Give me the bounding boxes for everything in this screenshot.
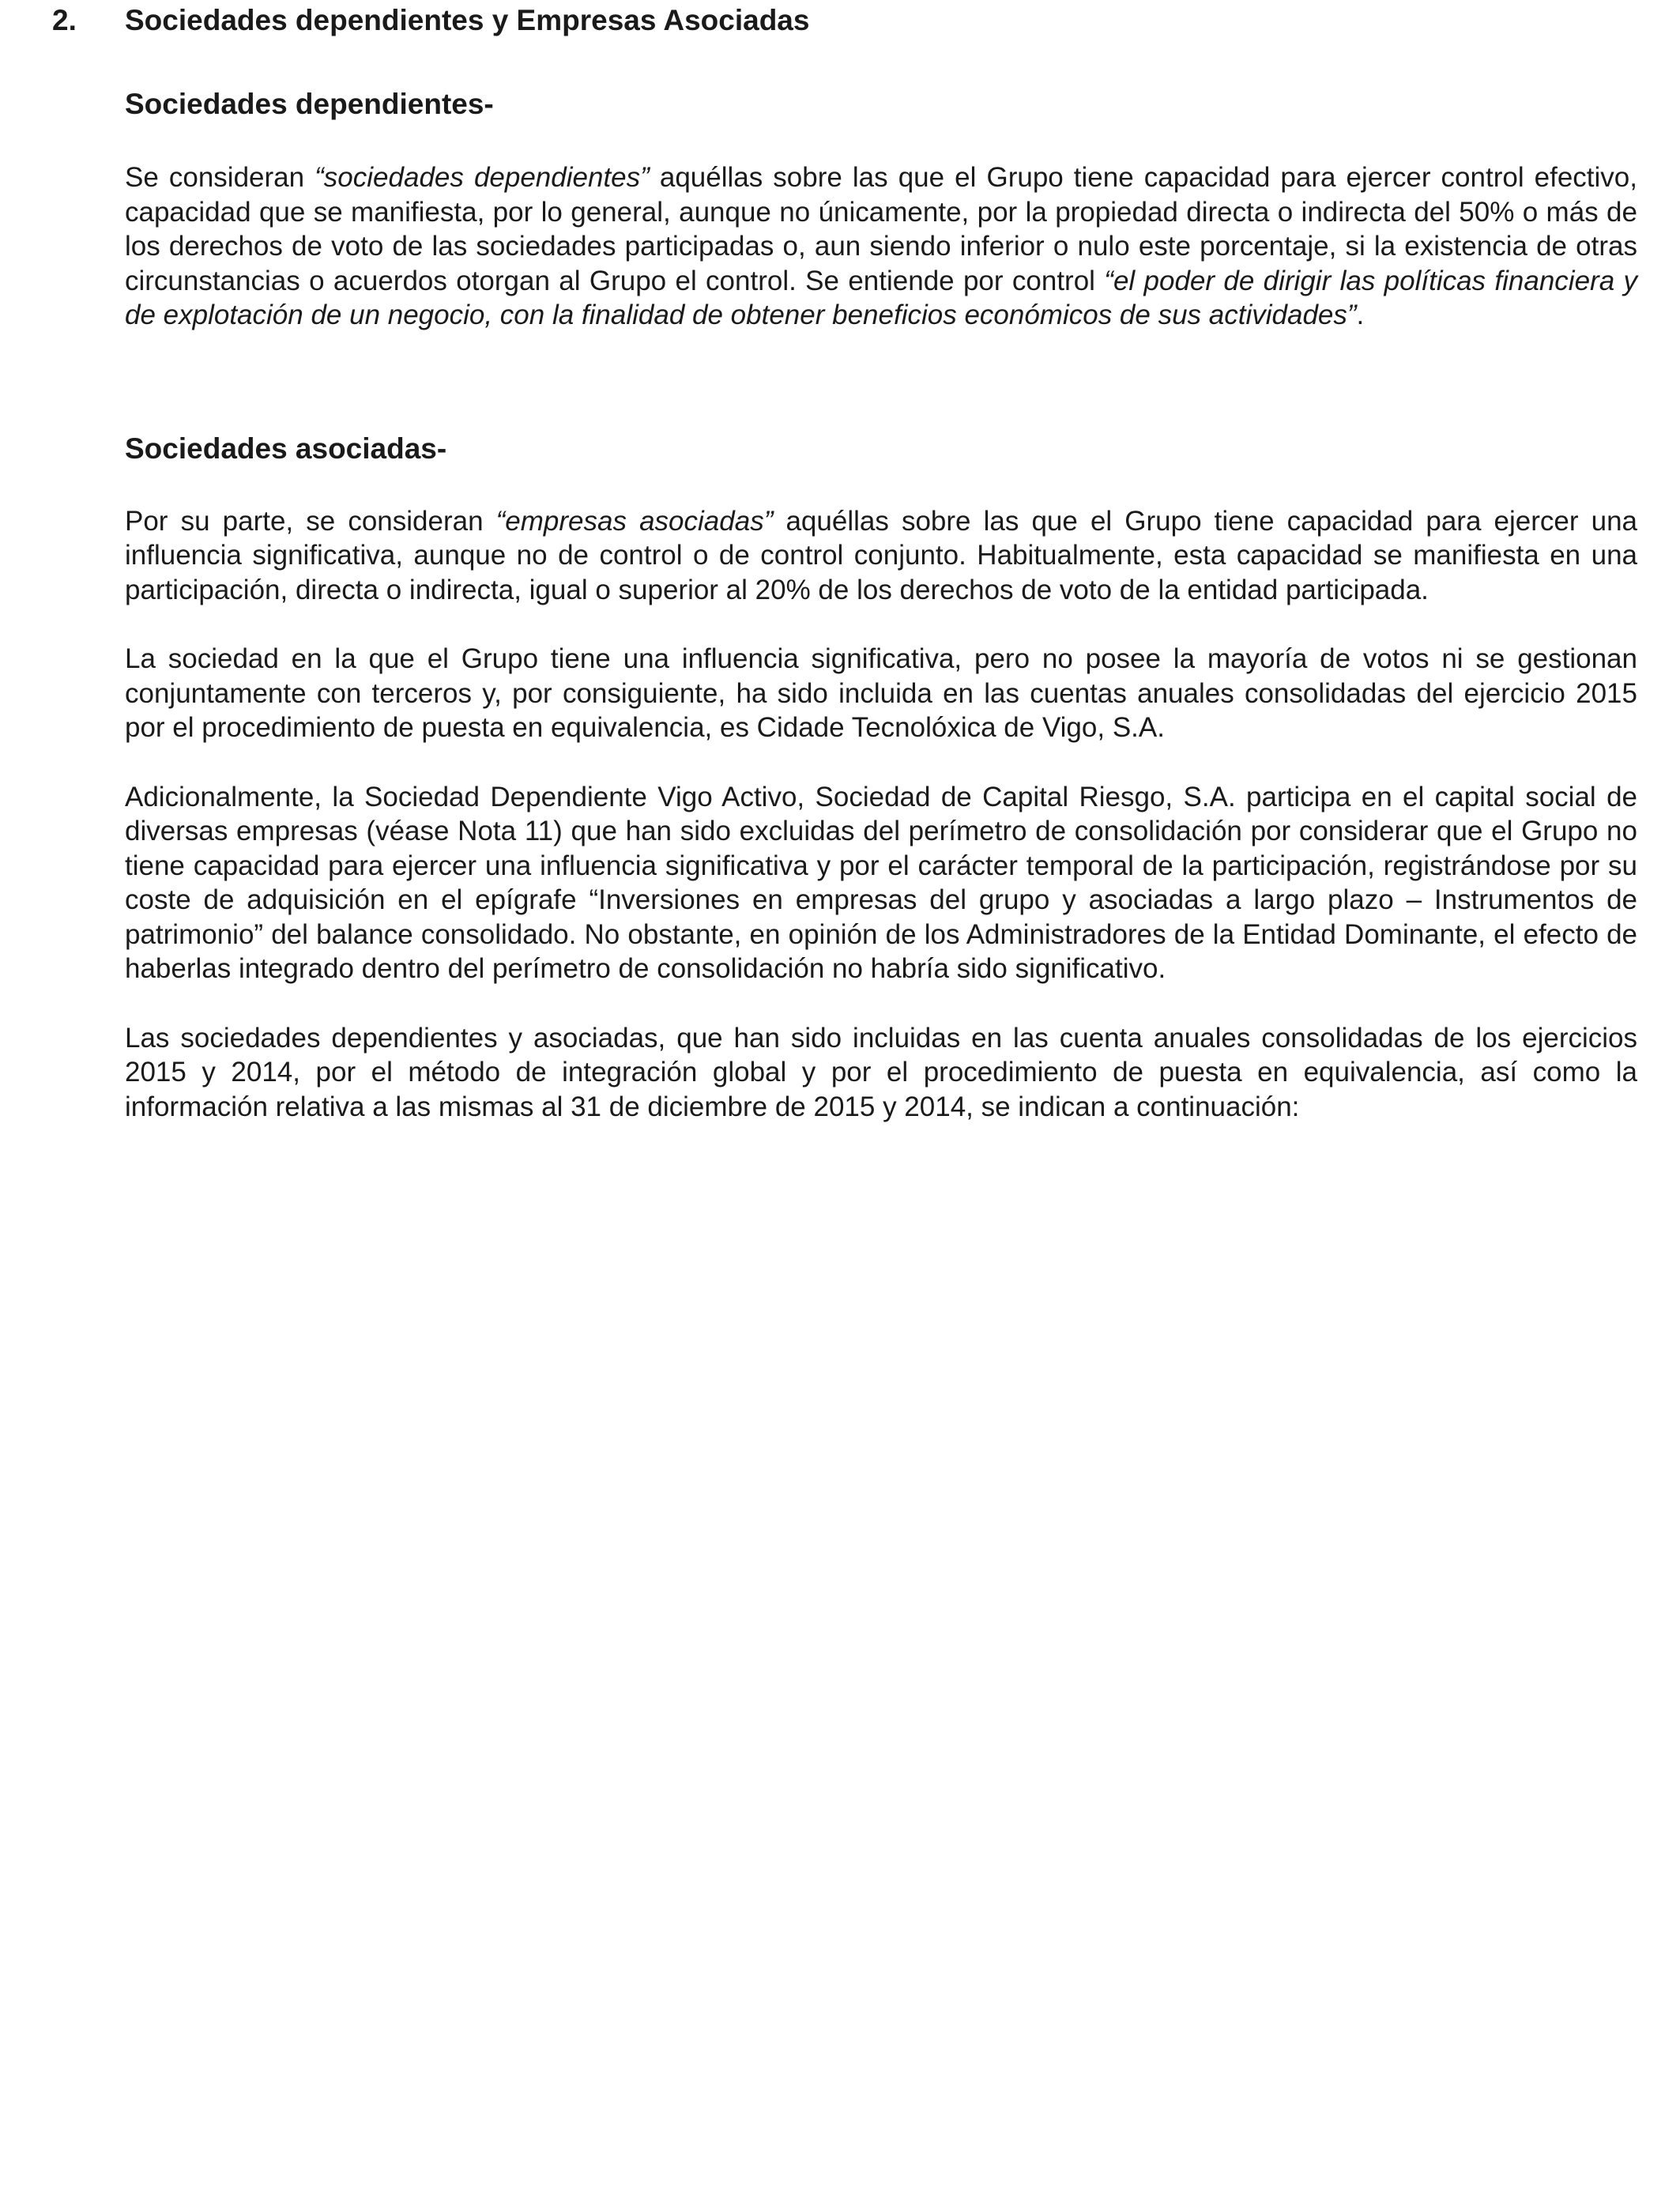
- paragraph-influencia-significativa: La sociedad en la que el Grupo tiene una influencia significativa, pero no posee la mayoría de votos ni se gestionan conjuntamente con terceros y, por consiguiente, ha sido incluida en las cuentas anuales consolidadas del ejercicio 2015 por el procedimiento de puesta en equivalencia, es Cidade Tecnolóxica de Vigo, S.A.: [125, 643, 1637, 743]
- section-number: 2.: [52, 4, 77, 36]
- text-run: Por su parte, se consideran: [125, 505, 496, 537]
- subheading-asociadas: Sociedades asociadas-: [125, 432, 447, 465]
- section-title: Sociedades dependientes y Empresas Asociadas: [125, 4, 810, 36]
- text-run: aquéllas sobre las que el Grupo tiene capacidad para ejercer control efectivo, capacidad que se manifiesta, por lo general, aunque no únicamente, por la propiedad directa o indirecta del 50% o más de los derechos de voto de las sociedades participadas o, aun siendo inferior o nulo este porcentaje, si la existencia de otras circunstancias o acuerdos otorgan al Grupo el control. Se entiende por control: [125, 162, 1638, 296]
- text-run: aquéllas sobre las que el Grupo tiene capacidad para ejercer una influencia significativa, aunque no de control o de control conjunto. Habitualmente, esta capacidad se manifiesta en una participación, directa o indirecta, igual o superior al 20% de los derechos de voto de la entidad participada.: [125, 505, 1637, 605]
- quoted-term: “sociedades dependientes”: [315, 162, 650, 193]
- paragraph-sociedades-incluidas: Las sociedades dependientes y asociadas, que han sido incluidas en las cuenta anuales consolidadas de los ejercicios 2015 y 2014, por el método de integración global y por el procedimiento de puesta en equivalencia, así como la información relativa a las mismas al 31 de diciembre de 2015 y 2014, se indican a continuación:: [125, 1022, 1637, 1122]
- text-run: Se consideran: [125, 162, 315, 193]
- document-body: [125, 85, 1637, 1124]
- section-heading: [52, 2, 809, 40]
- paragraph-dependientes-definition: [125, 160, 1637, 333]
- text-run: .: [1356, 300, 1365, 330]
- subheading-dependientes: Sociedades dependientes-: [125, 88, 494, 120]
- paragraph-asociadas-definition: [125, 504, 1637, 608]
- quoted-definition: “el poder de dirigir las políticas financiera y de explotación de un negocio, con la finalidad de obtener beneficios económicos de sus actividades”: [125, 265, 1637, 330]
- paragraph-vigo-activo: Adicionalmente, la Sociedad Dependiente Vigo Activo, Sociedad de Capital Riesgo, S.A. participa en el capital social de diversas empresas (véase Nota 11) que han sido excluidas del perímetro de consolidación por considerar que el Grupo no tiene capacidad para ejercer una influencia significativa y por el carácter temporal de la participación, registrándose por su coste de adquisición en el epígrafe “Inversiones en empresas del grupo y asociadas a largo plazo – Instrumentos de patrimonio” del balance consolidado. No obstante, en opinión de los Administradores de la Entidad Dominante, el efecto de haberlas integrado dentro del perímetro de consolidación no habría sido significativo.: [125, 781, 1637, 984]
- quoted-term: “empresas asociadas”: [495, 505, 774, 537]
